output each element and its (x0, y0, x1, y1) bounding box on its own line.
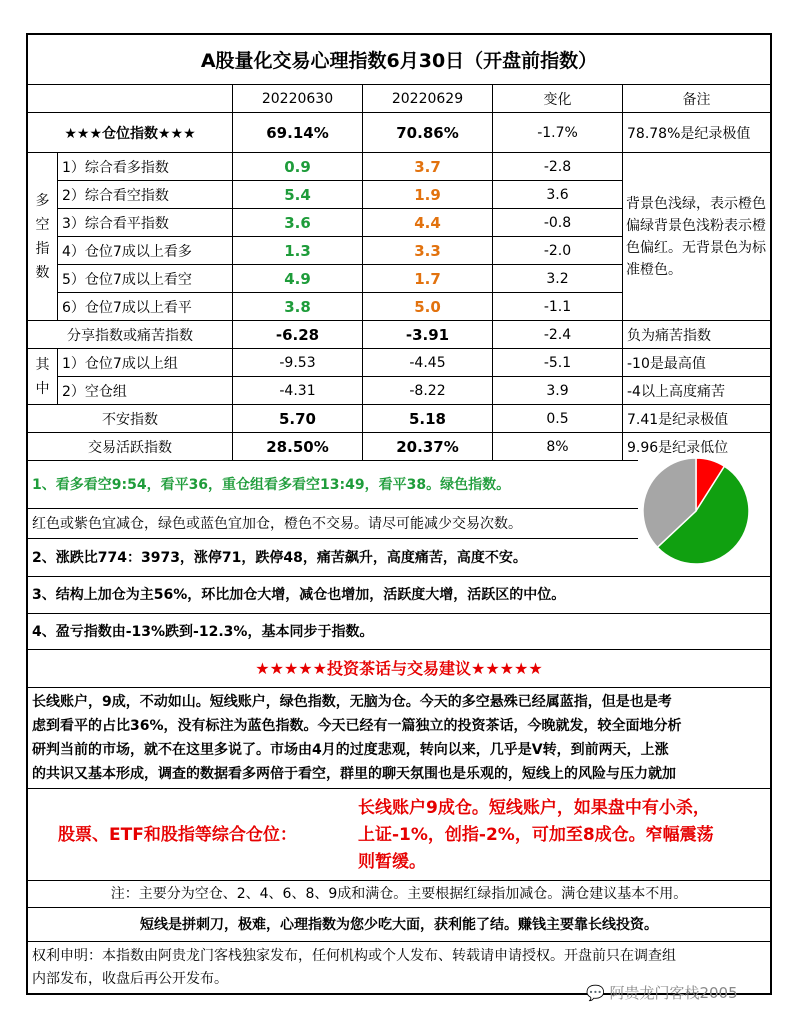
footnote: 注：主要分为空仓、2、4、6、8、9成和满仓。主要根据红绿指加减仓。满仓建议基本不用。 (28, 881, 770, 908)
bullbear-today: 5.4 (233, 181, 363, 208)
position-advice-row (28, 789, 770, 881)
position-index-label: ★★★仓位指数★★★ (28, 113, 233, 152)
bullbear-prev: 5.0 (363, 293, 493, 320)
anxiety-row (28, 405, 770, 433)
bullbear-today: 4.9 (233, 265, 363, 292)
bullbear-group-char: 指 (35, 240, 50, 257)
bullbear-today: 3.6 (233, 209, 363, 236)
bullbear-change: -0.8 (493, 209, 623, 236)
header-blank (28, 85, 233, 112)
among-note: -4以上高度痛苦 (627, 383, 725, 400)
share-index-label: 分享指数或痛苦指数 (28, 321, 233, 348)
bullbear-group-char: 数 (35, 264, 50, 281)
bullbear-change: -2.0 (493, 237, 623, 264)
header-date-prev: 20220629 (363, 85, 493, 112)
position-advice (358, 795, 768, 876)
point-3: 3、结构上加仓为主56%，环比加仓大增，减仓也增加，活跃度大增，活跃区的中位。 (28, 577, 770, 614)
position-index-today: 69.14% (233, 113, 363, 152)
bullbear-today: 3.8 (233, 293, 363, 320)
anxiety-change: 0.5 (493, 405, 623, 432)
position-index-prev: 70.86% (363, 113, 493, 152)
copyright-line: 内部发布，收盘后再公开发布。 (32, 971, 228, 987)
advice-title: ★★★★★投资茶话与交易建议★★★★★ (28, 650, 770, 688)
activity-change: 8% (493, 433, 623, 460)
bullbear-change: 3.6 (493, 181, 623, 208)
position-advice-line: 上证-1%，创指-2%，可加至8成仓。窄幅震荡 (358, 825, 714, 845)
share-index-prev: -3.91 (363, 321, 493, 348)
share-index-today: -6.28 (233, 321, 363, 348)
bullbear-group-label (28, 153, 58, 320)
anxiety-note: 7.41是纪录极值 (627, 411, 729, 428)
watermark-text: 阿贵龙门客栈2005 (609, 984, 738, 1002)
anxiety-prev: 5.18 (363, 405, 493, 432)
header-change: 变化 (493, 85, 623, 112)
wechat-icon: 💬 (586, 984, 605, 1002)
advice-line: 研判当前的市场，就不在这里多说了。市场由4月的过度悲观，转向以来，几乎是V转，到前两天，上涨 (32, 742, 669, 758)
among-today: -9.53 (233, 349, 363, 376)
position-label: 股票、ETF和股指等综合仓位： (58, 825, 297, 845)
share-index-change: -2.4 (493, 321, 623, 348)
point-1: 1、看多看空9:54，看平36，重仓组看多看空13:49，看平38。绿色指数。 (28, 461, 770, 509)
activity-note: 9.96是纪录低位 (627, 439, 729, 456)
bullbear-note-text: 背景色浅绿，表示橙色偏绿背景色浅粉表示橙色偏红。无背景色为标准橙色。 (626, 195, 766, 278)
advice-line: 虑到看平的占比36%，没有标注为蓝色指数。今天已经有一篇独立的投资茶话，今晚就发，较全面地分析 (32, 718, 682, 734)
pie-chart (638, 455, 770, 567)
header-date-today: 20220630 (233, 85, 363, 112)
position-index-change: -1.7% (493, 113, 623, 152)
position-index-row (28, 113, 770, 153)
bullbear-prev: 4.4 (363, 209, 493, 236)
bullbear-change: -1.1 (493, 293, 623, 320)
among-label: 2）空仓组 (58, 377, 233, 404)
title-row (28, 35, 770, 85)
bullbear-group-char: 空 (35, 216, 50, 233)
index-sheet (26, 33, 772, 995)
bullbear-prev: 3.3 (363, 237, 493, 264)
among-row (28, 377, 770, 405)
among-label: 1）仓位7成以上组 (58, 349, 233, 376)
point-2: 2、涨跌比774：3973，涨停71，跌停48，痛苦飙升，高度痛苦，高度不安。 (28, 539, 770, 577)
share-index-row (28, 321, 770, 349)
among-prev: -4.45 (363, 349, 493, 376)
bullbear-change: 3.2 (493, 265, 623, 292)
position-advice-line: 则暂缓。 (358, 852, 426, 872)
among-note: -10是最高值 (627, 355, 706, 372)
among-group-char: 中 (35, 380, 50, 397)
position-advice-line: 长线账户9成仓。短线账户，如果盘中有小杀， (358, 798, 710, 818)
motto: 短线是拼刺刀，极难，心理指数为您少吃大面，获利能了结。赚钱主要靠长线投资。 (28, 908, 770, 942)
bullbear-prev: 1.7 (363, 265, 493, 292)
bullbear-prev: 3.7 (363, 153, 493, 180)
position-index-note: 78.78%是纪录极值 (627, 125, 751, 142)
header-row (28, 85, 770, 113)
advice-line: 长线账户，9成，不动如山。短线账户，绿色指数，无脑为仓。今天的多空悬殊已经属蓝指，但是也是考 (32, 694, 672, 710)
pie-chart-box (638, 455, 770, 567)
point-4: 4、盈亏指数由-13%跌到-12.3%，基本同步于指数。 (28, 614, 770, 650)
advice-line: 的共识又基本形成，调查的数据看多两倍于看空，群里的聊天氛围也是乐观的，短线上的风险与压力就加 (32, 766, 676, 782)
bullbear-change: -2.8 (493, 153, 623, 180)
header-note: 备注 (682, 91, 711, 108)
advice-paragraph (28, 688, 770, 789)
bullbear-group-char: 多 (35, 192, 50, 209)
bullbear-today: 1.3 (233, 237, 363, 264)
page-title: A股量化交易心理指数6月30日（开盘前指数） (200, 50, 598, 72)
bullbear-label: 2）综合看空指数 (58, 181, 233, 208)
activity-label: 交易活跃指数 (28, 433, 233, 460)
among-row (28, 349, 770, 377)
bullbear-today: 0.9 (233, 153, 363, 180)
among-change: 3.9 (493, 377, 623, 404)
copyright-line: 权利申明：本指数由阿贵龙门客栈独家发布，任何机构或个人发布、转载请申请授权。开盘前只在调查组 (32, 948, 676, 964)
among-change: -5.1 (493, 349, 623, 376)
watermark (586, 982, 738, 1003)
bullbear-label: 6）仓位7成以上看平 (58, 293, 233, 320)
color-hint: 红色或紫色宜减仓，绿色或蓝色宜加仓，橙色不交易。请尽可能减少交易次数。 (28, 509, 770, 539)
among-today: -4.31 (233, 377, 363, 404)
share-index-note: 负为痛苦指数 (627, 327, 711, 344)
among-group-char: 其 (35, 356, 50, 373)
activity-prev: 20.37% (363, 433, 493, 460)
bullbear-label: 1）综合看多指数 (58, 153, 233, 180)
anxiety-label: 不安指数 (28, 405, 233, 432)
bullbear-prev: 1.9 (363, 181, 493, 208)
among-group-label (28, 349, 58, 404)
anxiety-today: 5.70 (233, 405, 363, 432)
among-prev: -8.22 (363, 377, 493, 404)
bullbear-note (623, 153, 770, 320)
activity-today: 28.50% (233, 433, 363, 460)
bullbear-label: 4）仓位7成以上看多 (58, 237, 233, 264)
bullbear-label: 5）仓位7成以上看空 (58, 265, 233, 292)
bullbear-label: 3）综合看平指数 (58, 209, 233, 236)
